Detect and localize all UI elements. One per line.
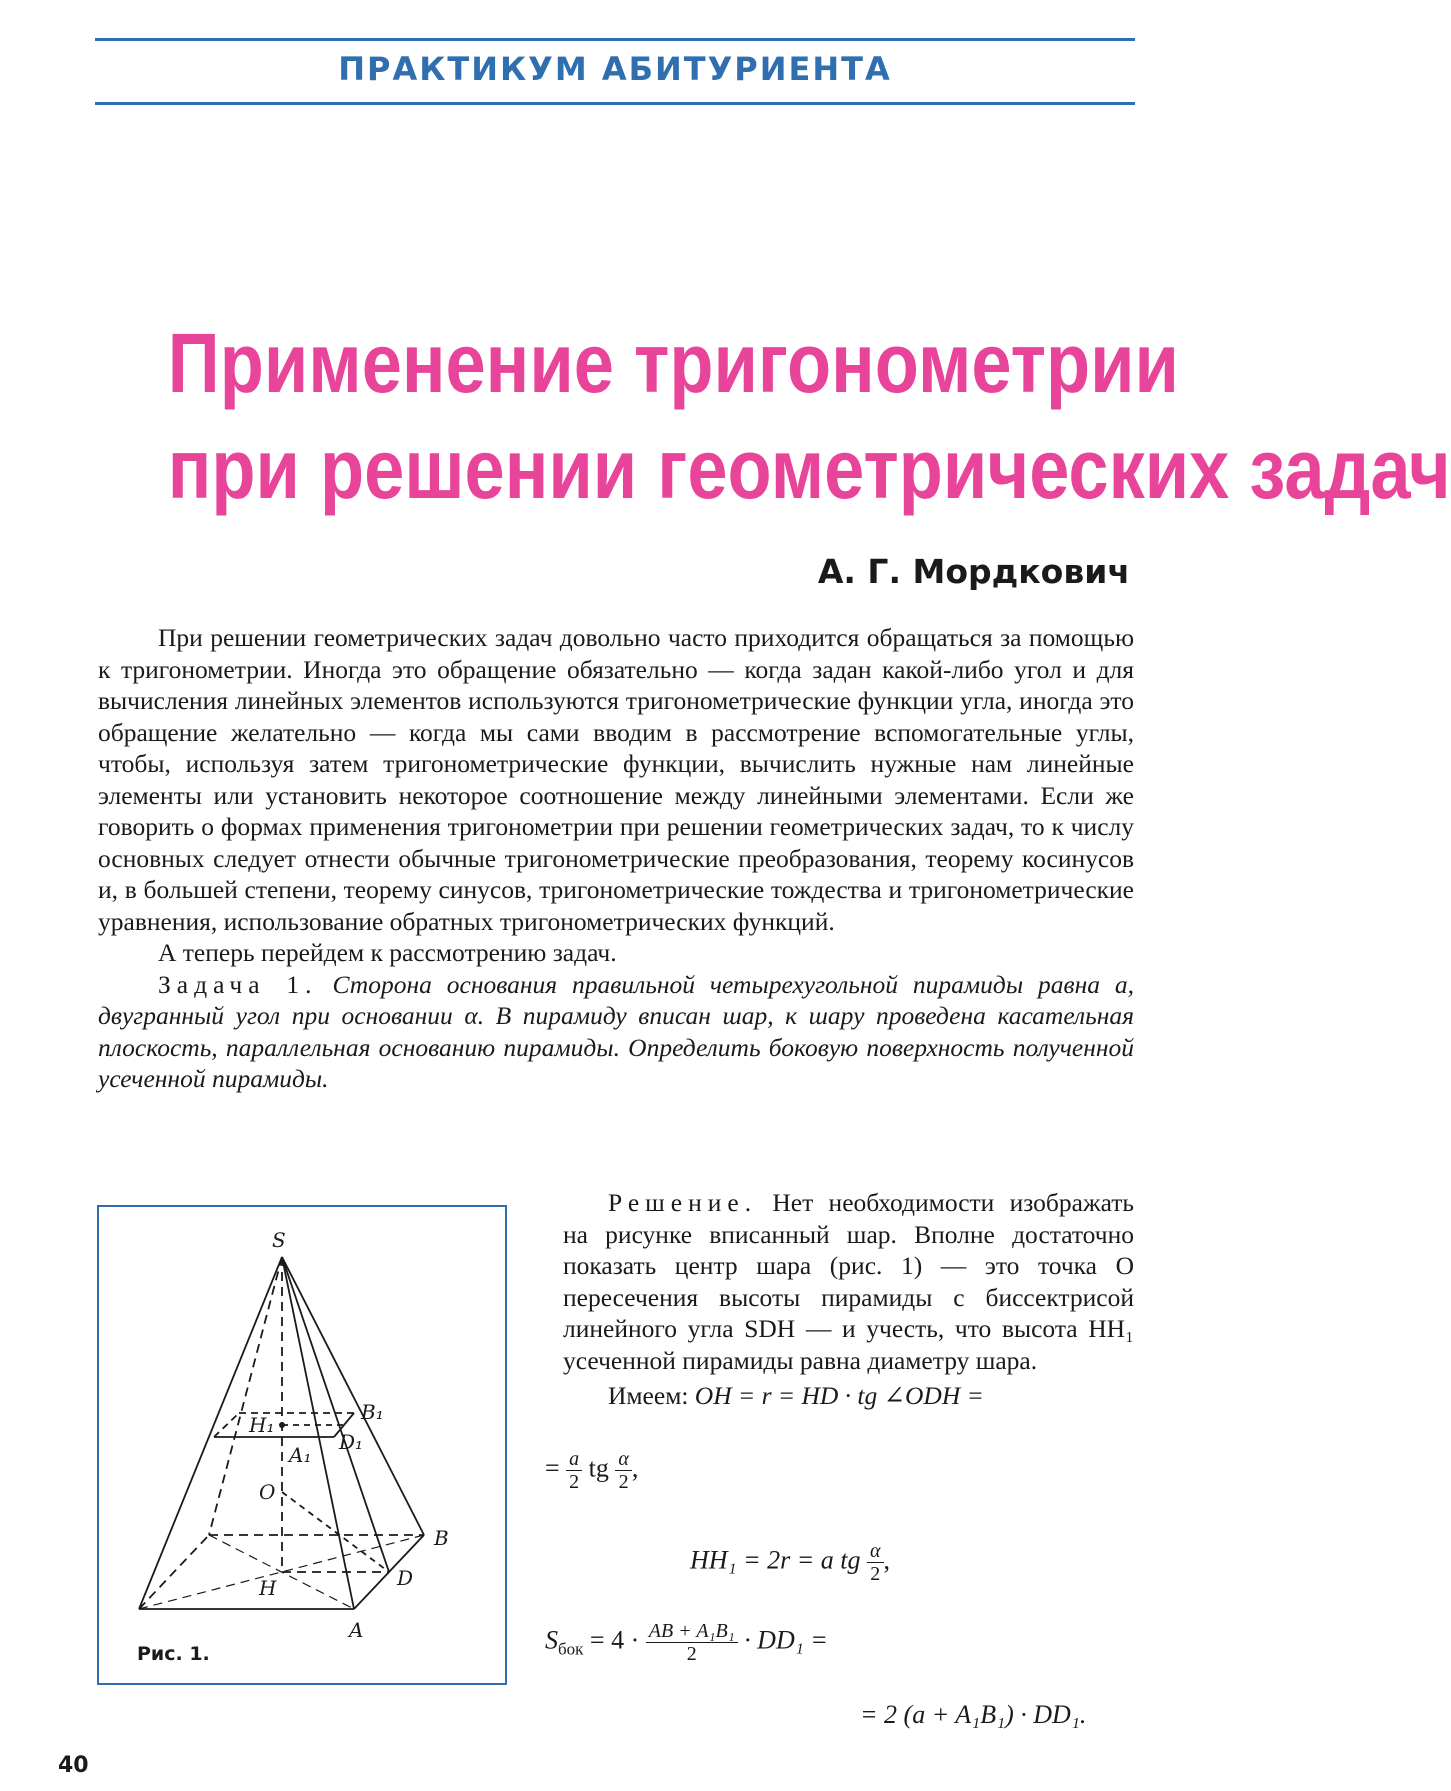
equation-2 — [690, 1540, 890, 1585]
we-have-label: Имеем: — [608, 1381, 689, 1410]
eq3-left: S — [545, 1625, 558, 1655]
label-B1: B₁ — [361, 1400, 384, 1424]
section-header: ПРАКТИКУМ АБИТУРИЕНТА — [338, 50, 892, 88]
eq2-frac-den: 2 — [870, 1563, 881, 1585]
solution-paragraph — [563, 1187, 1134, 1376]
label-A: A — [349, 1618, 364, 1642]
label-H1: H₁ — [249, 1413, 275, 1437]
task-1-label: Задача 1. — [158, 969, 318, 999]
eq2-left: HH₁ = 2r = a tg — [690, 1545, 868, 1575]
eq3-frac-den: 2 — [686, 1643, 697, 1665]
eq1-end: , — [631, 1453, 639, 1483]
label-S: S — [272, 1228, 286, 1252]
eq2-end: , — [883, 1545, 891, 1575]
label-D: D — [397, 1566, 414, 1590]
eq1-frac2 — [615, 1448, 632, 1493]
label-D1: D₁ — [339, 1430, 364, 1454]
eq1-frac2-den: 2 — [618, 1471, 629, 1493]
page-number: 40 — [58, 1753, 89, 1778]
solution-label: Решение. — [608, 1188, 758, 1217]
eq3-sub: бок — [558, 1639, 584, 1659]
eq1-frac-den: 2 — [569, 1471, 580, 1493]
author: А. Г. Мордкович — [817, 552, 1130, 591]
eq1-tg: tg — [582, 1453, 616, 1483]
equation-1: OH = r = HD · tg ∠ODH = — [694, 1381, 984, 1410]
label-B: B — [434, 1526, 449, 1550]
title-line-2: при решении геометрических задач — [167, 422, 1451, 516]
label-O: O — [259, 1480, 276, 1504]
eq2-frac-num: α — [867, 1540, 884, 1563]
eq2-frac — [867, 1540, 884, 1585]
eq3-frac — [646, 1620, 738, 1665]
figure-caption: Рис. 1. — [137, 1643, 210, 1665]
eq1-frac2-num: α — [615, 1448, 632, 1471]
intro-paragraph: При решении геометрических задач довольно часто приходится обращаться за помощью к тригонометрии. Иногда это обращение обязательно — когда задан какой-либо угол и для вычисления линейных элементов используются тригонометрические функции угла, иногда это обращение желательно — когда мы сами вводим в рассмотрение вспомогательные углы, чтобы, используя затем тригонометрические функции, вычислить нужные нам линейные элементы или установить некоторое соотношение между линейными элементами. Если же говорить о формах применения тригонометрии при решении геометрических задач, то к числу основных следует отнести обычные тригонометрические преобразования, теорему косинусов и, в большей степени, теорему синусов, тригонометрические тождества и тригонометрические уравнения, использование обратных тригонометрических функций. — [98, 623, 1134, 936]
eq1-frac-num: a — [566, 1448, 582, 1471]
equation-1-cont — [545, 1448, 638, 1493]
eq1-prefix: = — [545, 1453, 567, 1483]
pyramid-diagram — [99, 1207, 505, 1683]
transition-paragraph: А теперь перейдем к рассмотрению задач. — [158, 938, 617, 967]
figure-1 — [97, 1205, 507, 1685]
eq3-frac-num: AB + A₁B₁ — [646, 1620, 738, 1643]
task-1 — [98, 969, 1134, 1095]
label-A1: A₁ — [289, 1443, 312, 1467]
solution-text: Нет необходимости изображать на рисунке вписанный шар. Вполне достаточно показать центр шара (рис. 1) — это точка O пересечения высоты пирамиды с биссектрисой линейного угла SDH — и учесть, что высота HH₁ усеченной пирамиды равна диаметру шара. — [563, 1188, 1134, 1375]
task-1-text: Сторона основания правильной четырехугольной пирамиды равна a, двугранный угол при основании α. В пирамиду вписан шар, к шару проведена касательная плоскость, параллельная основанию пирамиды. Определить боковую поверхность полученной усеченной пирамиды. — [98, 969, 1134, 1093]
article-body — [98, 622, 1134, 1095]
label-H: H — [259, 1576, 277, 1600]
header-rule — [95, 102, 1135, 105]
solution-block — [563, 1187, 1134, 1412]
top-rule — [95, 38, 1135, 41]
we-have-line — [563, 1380, 1134, 1412]
equation-4: = 2 (a + A₁B₁) · DD₁. — [860, 1700, 1087, 1729]
article-title — [167, 310, 1451, 522]
equation-3 — [545, 1620, 828, 1665]
title-line-1: Применение тригонометрии — [167, 316, 1179, 410]
eq3-mid: = 4 · — [583, 1625, 646, 1655]
eq1-frac — [566, 1448, 582, 1493]
eq3-end: · DD₁ = — [737, 1625, 828, 1655]
